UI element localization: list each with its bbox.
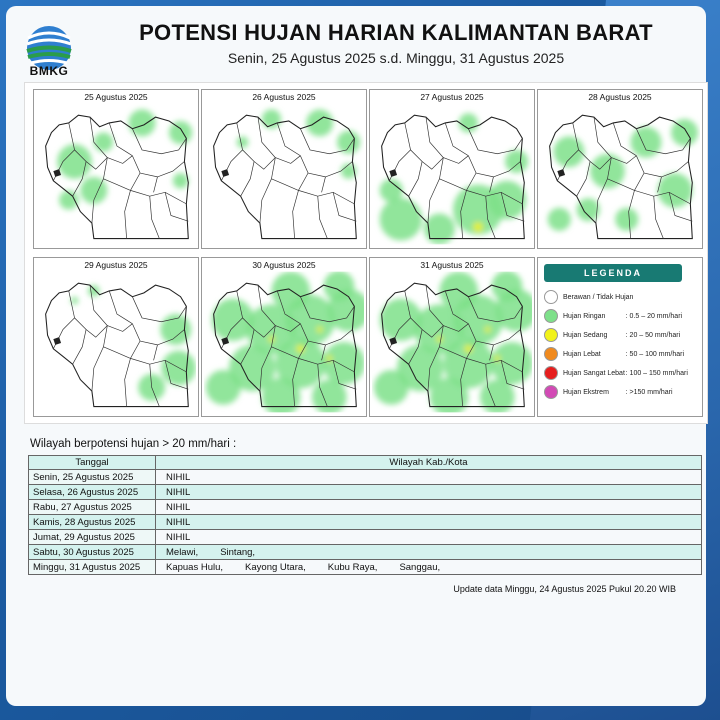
forecast-map-panel [201,89,367,249]
region-name: Kapuas Hulu, [166,561,224,573]
table-row [29,545,702,560]
page-subtitle: Senin, 25 Agustus 2025 s.d. Minggu, 31 Agustus 2025 [227,50,565,66]
row-date: Kamis, 28 Agustus 2025 [29,515,156,530]
table-row [29,485,702,500]
forecast-map-panel [537,89,703,249]
map-date-label: 31 Agustus 2025 [420,260,484,270]
legend-swatch-icon [544,290,558,304]
rainfall-map [204,271,364,413]
table-row [29,515,702,530]
legend-range: : 0.5 – 20 mm/hari [625,312,683,320]
rainfall-map [36,103,196,245]
legend-swatch-icon [544,366,558,380]
forecast-map-panel [33,257,199,417]
legend-range: : 20 – 50 mm/hari [625,331,681,339]
row-regions [156,545,702,560]
region-table [28,455,702,575]
rainfall-map [36,271,196,413]
table-row [29,470,702,485]
row-date: Selasa, 26 Agustus 2025 [29,485,156,500]
region-name: NIHIL [166,531,191,543]
map-date-label: 30 Agustus 2025 [252,260,316,270]
forecast-map-panel [369,257,535,417]
col-date-header: Tanggal [29,456,156,470]
region-name: NIHIL [166,471,191,483]
legend-swatch-icon [544,385,558,399]
legend-swatch-icon [544,328,558,342]
row-regions [156,515,702,530]
row-date: Senin, 25 Agustus 2025 [29,470,156,485]
map-date-label: 29 Agustus 2025 [84,260,148,270]
region-name: Kayong Utara, [245,561,306,573]
forecast-map-panel [33,89,199,249]
map-date-label: 27 Agustus 2025 [420,92,484,102]
legend-box [537,257,703,417]
region-name: Sanggau, [399,561,441,573]
row-regions [156,560,702,575]
legend-item [544,385,704,399]
legend-name: Hujan Ringan [563,312,606,320]
page-title: POTENSI HUJAN HARIAN KALIMANTAN BARAT [139,20,653,45]
legend-name: Hujan Ekstrem [563,388,609,396]
legend-name: Hujan Sangat Lebat [563,369,625,377]
region-name: Sintang, [220,546,256,558]
legend-name: Hujan Sedang [563,331,608,339]
update-note: Update data Minggu, 24 Agustus 2025 Pukul 20.20 WIB [453,584,676,594]
row-regions [156,470,702,485]
region-name: Melawi, [166,546,199,558]
legend-item [544,328,704,342]
row-date: Sabtu, 30 Agustus 2025 [29,545,156,560]
table-row [29,500,702,515]
region-heading: Wilayah berpotensi hujan > 20 mm/hari : [30,438,237,450]
legend-range: : 100 – 150 mm/hari [625,369,688,377]
row-date: Jumat, 29 Agustus 2025 [29,530,156,545]
rainfall-map [372,271,532,413]
row-date: Minggu, 31 Agustus 2025 [29,560,156,575]
map-date-label: 28 Agustus 2025 [588,92,652,102]
forecast-map-panel [369,89,535,249]
row-regions [156,485,702,500]
legend-range: : >150 mm/hari [625,388,673,396]
row-regions [156,530,702,545]
region-name: Kubu Raya, [327,561,378,573]
forecast-map-panel [201,257,367,417]
logo-text: BMKG [29,64,69,78]
map-date-label: 26 Agustus 2025 [252,92,316,102]
map-date-label: 25 Agustus 2025 [84,92,148,102]
rainfall-map [204,103,364,245]
region-name: NIHIL [166,501,191,513]
col-regions-header: Wilayah Kab./Kota [156,456,702,470]
legend-item [544,366,704,380]
row-regions [156,500,702,515]
table-row [29,530,702,545]
legend-title: LEGENDA [544,264,682,282]
legend-item [544,347,704,361]
rainfall-map [372,103,532,245]
legend-swatch-icon [544,309,558,323]
rainfall-map [540,103,700,245]
forecast-maps-area [24,82,708,424]
legend-name: Hujan Lebat [563,350,601,358]
region-name: NIHIL [166,516,191,528]
table-row [29,560,702,575]
region-name: NIHIL [166,486,191,498]
legend-item [544,290,704,304]
legend-name: Berawan / Tidak Hujan [563,293,634,301]
infographic-card [6,6,706,706]
legend-swatch-icon [544,347,558,361]
legend-range: : 50 – 100 mm/hari [625,350,685,358]
row-date: Rabu, 27 Agustus 2025 [29,500,156,515]
legend-item [544,309,704,323]
